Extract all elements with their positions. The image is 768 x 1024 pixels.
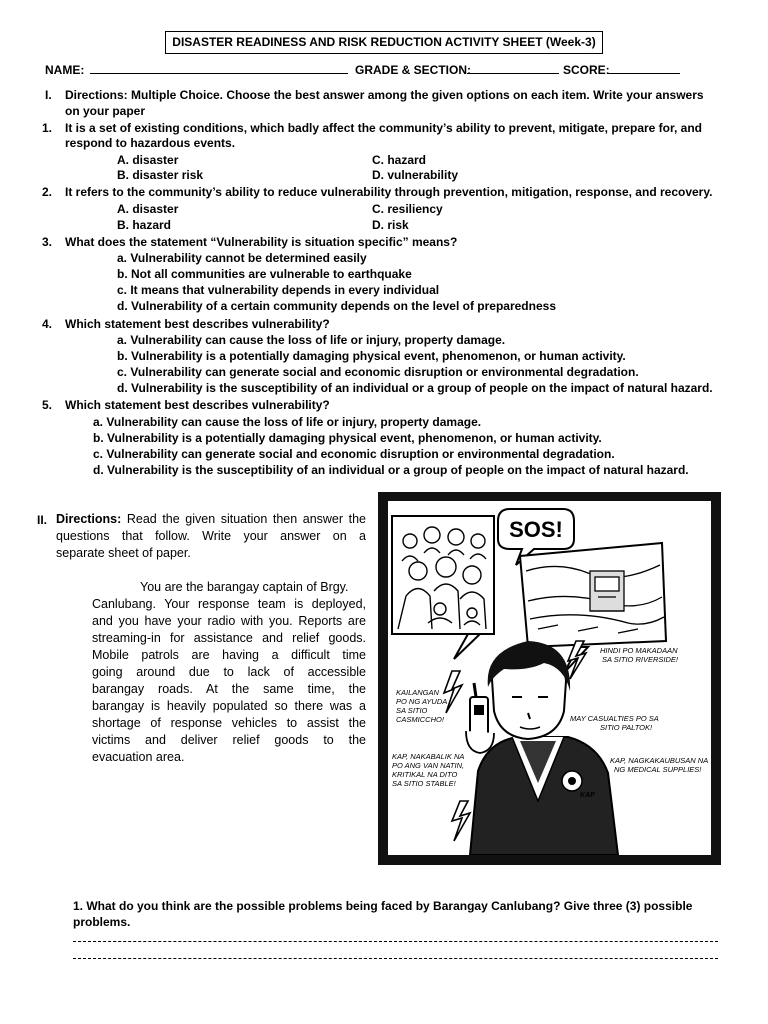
bubble-medical-line2: NG MEDICAL SUPPLIES!	[614, 765, 702, 774]
part2-directions-line2: questions that follow. Write your answer on a	[56, 529, 366, 543]
worksheet-title: DISASTER READINESS AND RISK REDUCTION ACTIVITY SHEET (Week-3)	[165, 31, 603, 54]
q1-text-cont: respond to hazardous events.	[65, 136, 236, 150]
part2-directions-label: Directions:	[56, 512, 122, 526]
part2-directions	[56, 511, 366, 562]
bubble-medical-line1: KAP, NAGKAKAUBUSAN NA	[610, 756, 709, 765]
situation-line: barangay roads. At the same time, the	[92, 682, 366, 696]
bubble-paltok-line2: SITIO PALTOK!	[600, 723, 653, 732]
situation-line: evacuation area.	[92, 750, 185, 764]
situation-line: victims and deliver relief goods to the	[92, 733, 366, 747]
situation-line: Mobile patrols are having a difficult time	[92, 648, 366, 662]
grade-section-line	[467, 62, 559, 74]
q4-option-b: b. Vulnerability is a potentially damaging physical event, phenomenon, or human activity.	[117, 349, 626, 363]
q2-option-a: A. disaster	[117, 202, 179, 216]
captain-figure	[466, 641, 618, 855]
bubble-casmiccho-line2: PO NG AYUDA	[396, 697, 448, 706]
part2-number: II.	[37, 513, 48, 527]
q3-text: What does the statement “Vulnerability is situation specific” means?	[65, 235, 458, 249]
q1-option-c: C. hazard	[372, 153, 427, 167]
q2-option-d: D. risk	[372, 218, 409, 232]
q2-number: 2.	[42, 185, 53, 199]
q5-number: 5.	[42, 398, 53, 412]
bubble-stable-line1: KAP, NAKABALIK NA	[392, 752, 465, 761]
q5-option-c: c. Vulnerability can generate social and economic disruption or environmental degradation.	[93, 447, 615, 461]
name-line	[90, 62, 348, 74]
q1-option-d: D. vulnerability	[372, 168, 459, 182]
situation-line: going around due to lack of accessible	[92, 665, 366, 679]
comic-drawing	[388, 501, 711, 855]
bubble-stable-line2: PO ANG VAN NATIN,	[392, 761, 465, 770]
bubble-stable-line4: SA SITIO STABLE!	[392, 779, 456, 788]
q5-option-a: a. Vulnerability can cause the loss of life or injury, property damage.	[93, 415, 482, 429]
answer-line[interactable]	[73, 958, 718, 959]
part1-directions-cont: on your paper	[65, 104, 146, 118]
q3-option-a: a. Vulnerability cannot be determined easily	[117, 251, 367, 265]
bubble-casmiccho-line1: KAILANGAN	[396, 688, 439, 697]
part2-directions-line1: Read the given situation then answer the	[126, 512, 366, 526]
bubble-stable-line3: KRITIKAL NA DITO	[392, 770, 458, 779]
q2-option-c: C. resiliency	[372, 202, 443, 216]
sos-text: SOS!	[509, 517, 563, 542]
bubble-riverside-line2: SA SITIO RIVERSIDE!	[602, 655, 678, 664]
kap-badge: KAP	[580, 792, 595, 799]
situation-line: streaming-in for assistance and relief goods.	[92, 631, 366, 645]
grade-section-label: GRADE & SECTION:	[355, 63, 472, 77]
q1-number: 1.	[42, 121, 53, 135]
score-label: SCORE:	[563, 63, 610, 77]
bubble-paltok-line1: MAY CASUALTIES PO SA	[570, 714, 659, 723]
part2-question1-cont: problems.	[73, 915, 131, 929]
score-line	[608, 62, 680, 74]
q4-text: Which statement best describes vulnerability?	[65, 317, 330, 331]
bubble-riverside-line1: HINDI PO MAKADAAN	[600, 646, 678, 655]
q4-option-c: c. Vulnerability can generate social and economic disruption or environmental degradation.	[117, 365, 639, 379]
q3-option-b: b. Not all communities are vulnerable to earthquake	[117, 267, 412, 281]
answer-line[interactable]	[73, 941, 718, 942]
situation-paragraph	[92, 579, 366, 766]
q5-text: Which statement best describes vulnerability?	[65, 398, 330, 412]
bubble-casmiccho-line3: SA SITIO	[396, 706, 428, 715]
situation-line: barangay is heavily populated so there was a	[92, 699, 366, 713]
q1-option-b: B. disaster risk	[117, 168, 204, 182]
comic-illustration	[388, 501, 711, 855]
q5-option-d: d. Vulnerability is the susceptibility of an individual or a group of people on the impact of natural hazard.	[93, 463, 689, 477]
situation-line: shortage of response vehicles to assist the	[92, 716, 366, 730]
part1-number: I.	[45, 88, 52, 102]
name-label: NAME:	[45, 63, 85, 77]
q3-number: 3.	[42, 235, 53, 249]
q4-number: 4.	[42, 317, 53, 331]
situation-line: Canlubang. Your response team is deployed,	[92, 597, 366, 611]
q5-option-b: b. Vulnerability is a potentially damaging physical event, phenomenon, or human activity.	[93, 431, 602, 445]
q1-text: It is a set of existing conditions, which badly affect the community’s ability to prevent, mitigate, prepare for, and	[65, 121, 703, 135]
q2-text: It refers to the community’s ability to reduce vulnerability through prevention, mitigation, response, and recovery.	[65, 185, 713, 199]
part1-directions: Directions: Multiple Choice. Choose the best answer among the given options on each item. Write your answers	[65, 88, 704, 102]
q4-option-d: d. Vulnerability is the susceptibility of an individual or a group of people on the impact of natural hazard.	[117, 381, 713, 395]
crowd-bubble-tail	[454, 634, 480, 659]
q3-option-d: d. Vulnerability of a certain community depends on the level of preparedness	[117, 299, 556, 313]
bubble-casmiccho-line4: CASMICCHO!	[396, 715, 444, 724]
q1-option-a: A. disaster	[117, 153, 179, 167]
situation-line: You are the barangay captain of Brgy.	[140, 580, 349, 594]
part2-question1: 1. What do you think are the possible problems being faced by Barangay Canlubang? Give three (3) possible	[73, 899, 693, 913]
q2-option-b: B. hazard	[117, 218, 172, 232]
part2-directions-line3: separate sheet of paper.	[56, 546, 191, 560]
q3-option-c: c. It means that vulnerability depends in every individual	[117, 283, 440, 297]
situation-line: and you have your radio with you. Reports are	[92, 614, 366, 628]
q4-option-a: a. Vulnerability can cause the loss of life or injury, property damage.	[117, 333, 506, 347]
